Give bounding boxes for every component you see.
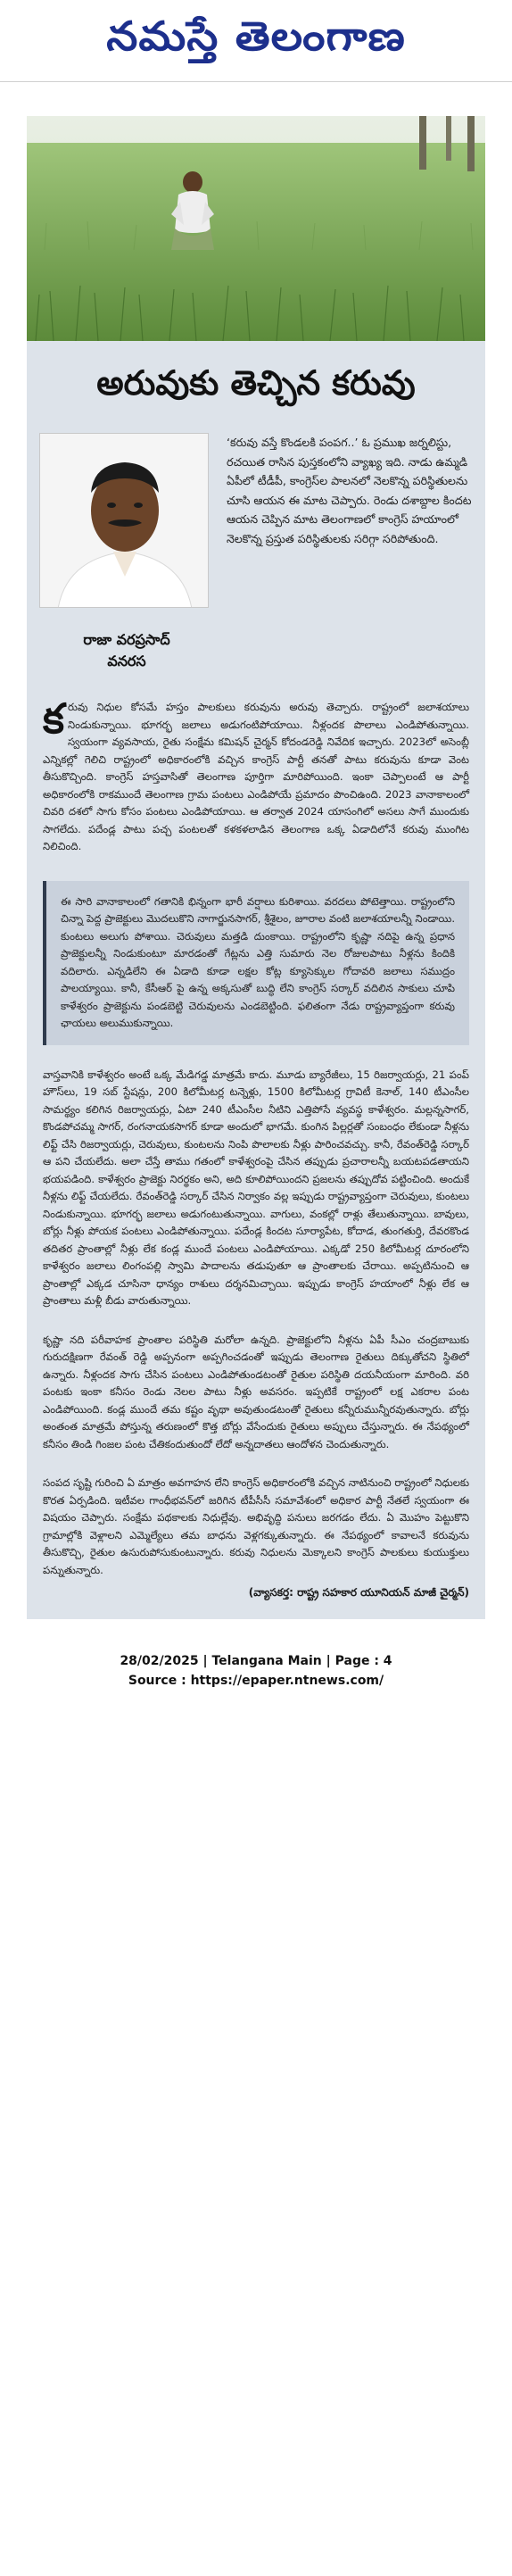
intro-quote: ‘కరువు వస్తే కొండలకి పంపగ..’ ఓ ప్రముఖ జర్నలిస్టు, రచయిత రాసిన పుస్తకంలోని వ్యాఖ్య ఇది. నాడు ఉమ్మడి ఏపీలో టీడీపీ, కాంగ్రెస్‌ల పాలనలో నెలకొన్న పరిస్థితులను చూసి ఆయన ఈ మాట చెప్పారు. రెండు దశాబ్దాల కిందట ఆయన చెప్పిన మాట తెలంగాణలో కాంగ్రెస్ హయాంలో నెలకొన్న ప్రస్తుత పరిస్థితులకు సరిగ్గా సరిపోతుంది. bbox=[227, 436, 472, 545]
paragraph-4: సంపద సృష్టి గురించి ఏ మాత్రం అవగాహన లేని కాంగ్రెస్ అధికారంలోకి వచ్చిన నాటినుంచి రాష్ట్రంలో నిధులకు కొరత ఏర్పడింది. ఇటీవల గాంధీభవన్‌లో జరిగిన టీపీసీసీ సమావేశంలో అధికార పార్టీ నేతలే స్వయంగా ఈ విషయం చెప్పారు. సంక్షేమ పథకాలకు నిధుల్లేవు. అభివృద్ధి పనులు జరగడం లేదు. ఏ మొహం పెట్టుకొని గ్రామాల్లోకి వెళ్లాలని ఎమ్మెల్యేలు తమ బాధను వెళ్లగక్కుతున్నారు. ఈ నేపథ్యంలో కావాలనే కరువును తీసుకొచ్చి, రైతుల ఉసురుపోసుకుంటున్నారు. కరువు నిధులను మెక్కాలని కాంగ్రెస్ పాలకులు కుయుక్తులు పన్నుతున్నారు. bbox=[43, 1476, 469, 1576]
hero-photo bbox=[27, 116, 485, 341]
paragraph-3: కృష్ణా నది పరీవాహక ప్రాంతాల పరిస్థితి మరోలా ఉన్నది. ప్రాజెక్టులోని నీళ్లను ఏపీ సీఎం చంద్రబాబుకు గురుదక్షిణగా రేవంత్ రెడ్డి అప్పనంగా అప్పగించడంతో ఇప్పుడు తెలంగాణ రైతులు దిక్కుతోచని స్థితిలో ఉన్నారు. నీళ్లందక సాగు చేసిన పంటలు ఎండిపోతుండటంతో రైతుల పరిస్థితి దయనీయంగా మారింది. వరి పంటకు ఇంకా కనీసం రెండు నెలల పాటు నీళ్లు అవసరం. ఇప్పటికే రాష్ట్రంలో లక్ష ఎకరాల పంట ఎండిపోయింది. కండ్ల ముందే తమ కష్టం వృథా అవుతుండటంతో రైతులు కన్నీరుమున్నీరవుతున్నారు. బోర్లు అంతంత మాత్రమే పోస్తున్న తరుణంలో కొత్త బోర్లు వేసేందుకు రైతులు అప్పులు చేస్తున్నారు. ఈ నేపథ్యంలో కనీసం తిండి గింజల పంట చేతికందుతుందో లేదో అన్నదాతలు ఆందోళన చెందుతున్నారు. bbox=[43, 1333, 469, 1450]
article-intro bbox=[27, 424, 485, 672]
highlight-box-text: ఈ సారి వానాకాలంలో గతానికి భిన్నంగా భారీ వర్షాలు కురిశాయి. వరదలు పోటెత్తాయి. రాష్ట్రంలోని చిన్నా పెద్ద ప్రాజెక్టులు మొదలుకొని నాగార్జునసాగర్, శ్రీశైలం, జూరాల వంటి జలాశయాలన్నీ నిండాయి. కుంటలు అలుగు పోశాయి. చెరువులు మత్తడి దుంకాయి. రాష్ట్రంలోని కృష్ణా నదిపై ఉన్న ప్రధాన ప్రాజెక్టులన్నీ నిండుకుంటూ మారడంతో గేట్లను ఎత్తి సుమారు నెల రోజులపాటు నీళ్లను కిందికి వదిలారు. ఎన్నడిలేని ఈ ఏడాది కూడా లక్షల కోట్ల క్యూసెక్కుల గోదావరి జలాలు సముద్రం పాలయ్యాయి. కానీ, కేసీఆర్ పై ఉన్న అక్కసుతో బుద్ధి లేని కాంగ్రెస్ సర్కార్ వదిలిన సాకులు చూపి కాళేశ్వరం ప్రాజెక్టును పండబెట్టి చెరువులను ఎండబెట్టింది. ఫలితంగా నేడు రాష్ట్రవ్యాప్తంగా కరువు ఛాయలు అలుముకున్నాయి. bbox=[61, 894, 455, 1029]
farmer-field-illustration bbox=[27, 116, 485, 341]
author-name bbox=[39, 629, 214, 672]
author-portrait-illustration bbox=[40, 434, 209, 608]
author-block bbox=[39, 433, 214, 672]
page-footer bbox=[0, 1651, 512, 1691]
article-headline: అరువుకు తెచ్చిన కరువు bbox=[96, 362, 416, 403]
paragraph-1-text: రువు నిధుల కోసమే హస్తం పాలకులు కరువును అరువు తెచ్చారు. రాష్ట్రంలో జలాశయాలు నిండుకున్నాయి. భూగర్భ జలాలు అడుగంటిపోయాయి. నీళ్లందక పొలాలు ఎండిపోతున్నాయి. స్వయంగా వ్యవసాయ, రైతు సంక్షేమ కమిషన్ చైర్మన్ కోదండరెడ్డి నివేదిక ఇచ్చారు. 2023లో అసెంబ్లీ ఎన్నికల్లో గెలిచి రాష్ట్రంలో అధికారంలోకి వచ్చిన కాంగ్రెస్ పార్టీ తనతో పాటు కరువును కూడా వెంట తీసుకొచ్చింది. కాంగ్రెస్ హస్తవాసితో తెలంగాణ పూర్తిగా మారిపోయింది. ఇంకా చెప్పాలంటే ఆ పార్టీ అధికారంలోకి రాకముందే తెలంగాణ గ్రామ పంటలు ఎండిపోయే ప్రమాదం పొంచిఉంది. 2023 వానాకాలంలో చివరి దశలో సాగు కోసం పంటలు ఎండిపోయాయి. ఆ తర్వాత 2024 యాసంగిలో అసలు సాగే ముందుకు సాగలేదు. పదేండ్ల పాటు పచ్చ పంటలతో కళకళలాడిన తెలంగాణ ఒక్క ఏడాదిలోనే కరువు ముంగిట నిలిచింది. bbox=[43, 701, 469, 852]
author-name-line2: వనరస bbox=[107, 652, 146, 669]
drop-cap: క bbox=[43, 694, 65, 743]
author-name-line1: రాజా వరప్రసాద్ bbox=[83, 631, 170, 648]
edition-line: 28/02/2025 | Telangana Main | Page : 4 bbox=[120, 1654, 392, 1668]
masthead bbox=[0, 0, 512, 82]
highlight-box bbox=[43, 881, 469, 1045]
author-credit: (వ్యాసకర్త: రాష్ట్ర సహకార యూనియన్ మాజీ చైర్మన్) bbox=[248, 1586, 469, 1599]
source-link[interactable]: Source : https://epaper.ntnews.com/ bbox=[128, 1674, 384, 1688]
author-photo bbox=[39, 433, 209, 608]
newspaper-logo: నమస్తే తెలంగాణ bbox=[106, 12, 406, 60]
paragraph-1 bbox=[27, 694, 485, 856]
opinion-article bbox=[27, 341, 485, 1619]
paragraph-2: వాస్తవానికి కాళేశ్వరం అంటే ఒక్క మేడిగడ్డ మాత్రమే కాదు. మూడు బ్యారేజీలు, 15 రిజర్వాయర్లు, 21 పంప్ హౌస్‌లు, 19 సబ్ స్టేషన్లు, 200 కిలోమీటర్ల టన్నెళ్లు, 1500 కిలోమీటర్ల గ్రావిటీ కెనాల్, 140 టీఎంసీల సామర్థ్యం కలిగిన రిజర్వాయర్లు, ఏటా 240 టీఎంసీల నీటిని ఎత్తిపోసే వ్యవస్థ కాళేశ్వరం. మల్లన్నసాగర్, కొండపోచమ్మ సాగర్, రంగనాయకసాగర్ కూడా అందులో భాగమే. కుంగిన పిల్లర్లతో సంబంధం లేకుండా నీళ్లను లిఫ్ట్ చేసి రిజర్వాయర్లు, చెరువులు, కుంటలను నింపి పొలాలకు నీళ్లు పారించవచ్చు. కానీ, రేవంత్‌రెడ్డి సర్కార్ ఆ పని చేయలేదు. అలా చేస్తే తాము గతంలో కాళేశ్వరంపై చేసిన తప్పుడు ప్రచారాలన్నీ బయటపడతాయని భయపడింది. కాళేశ్వరం ప్రాజెక్టు నిరర్థకం అని, అది కూలిపోయిందని ప్రజలను తప్పుదోవ పట్టించింది. అందుకే నీళ్లను లిఫ్ట్ చేయలేదు. రేవంత్‌రెడ్డి సర్కార్ చేసిన నిర్వాకం వల్ల ఇప్పుడు రాష్ట్రవ్యాప్తంగా చెరువులు, కుంటలు నిండుకున్నాయి. భూగర్భ జలాలు అడుగంటుతున్నాయి. వాగులు, వంకల్లో రాళ్లు తేలుతున్నాయి. బావులు, బోర్లు నీళ్లు పోయక పంటలు ఎండిపోతున్నాయి. పదేండ్ల కిందట సూర్యాపేట, కోదాడ, తుంగతుర్తి, దేవరకొండ తదితర ప్రాంతాల్లో నీళ్లు లేక కండ్ల ముందే పంటలు ఎండిపోయాయి. ఎక్కడో 250 కిలోమీటర్ల దూరంలోని కాళేశ్వరం జలాలు లింగంపల్లి స్వామి పాదాలను తడుపుతూ ఆ ప్రాంతాలకు చేరాయి. అప్పటినుంచి ఆ ప్రాంతాల్లో ఎక్కడ చూసినా ధాన్యం రాశులు దర్శనమిచ్చాయి. ఇప్పుడు కాంగ్రెస్ హయాంలో నీళ్లు లేక ఆ ప్రాంతాలు మళ్లీ బీడు వారుతున్నాయి. bbox=[43, 1068, 469, 1307]
